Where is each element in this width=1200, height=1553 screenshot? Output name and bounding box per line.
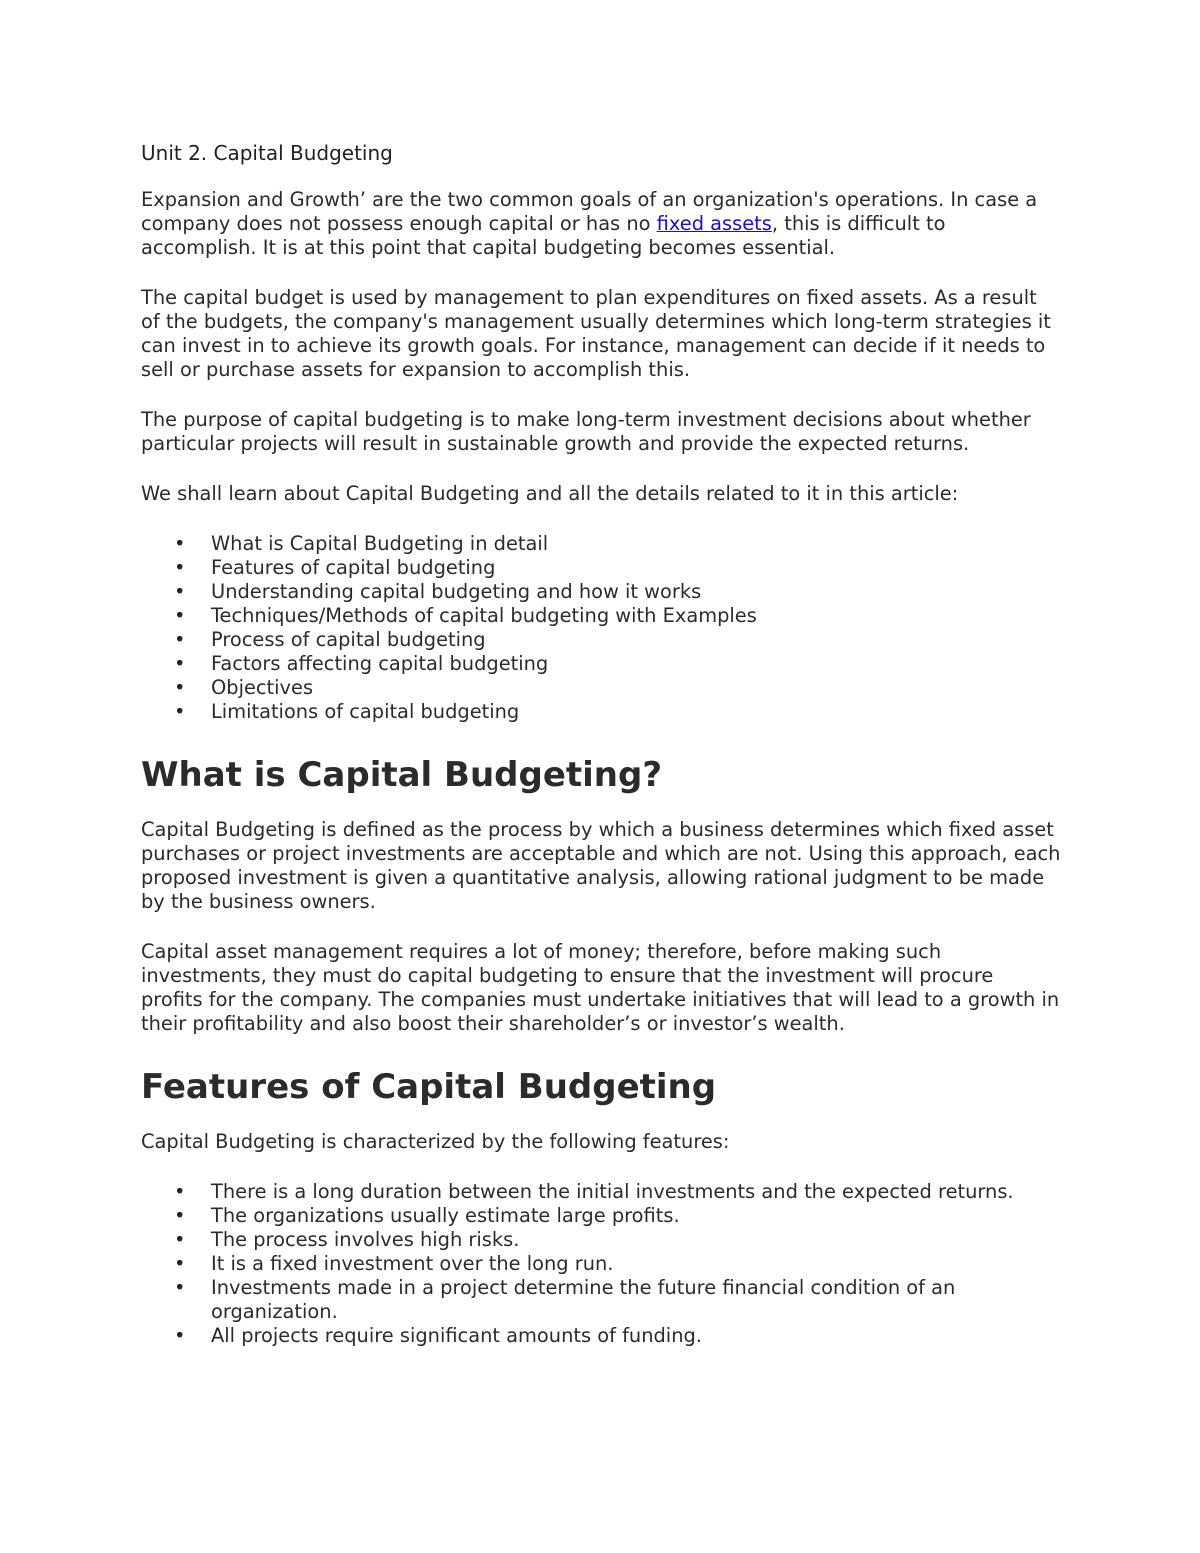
list-item: • Process of capital budgeting	[211, 628, 1061, 652]
list-item: • Objectives	[211, 676, 1061, 700]
section2-intro: Capital Budgeting is characterized by the following features:	[141, 1130, 730, 1153]
intro-paragraph-2: The capital budget is used by management to plan expenditures on fixed assets. As a result of the budgets, the company's management usually determines which long-term strategies it can invest in to achieve its growth goals. For instance, management can decide if it needs to sell or purchase assets for expansion to accomplish this.	[141, 286, 1051, 381]
intro-paragraph-4: We shall learn about Capital Budgeting and all the details related to it in this article:	[141, 482, 959, 505]
fixed-assets-link[interactable]: fixed assets	[656, 212, 772, 235]
features-list	[141, 1180, 1061, 1348]
section1-paragraph-2: Capital asset management requires a lot of money; therefore, before making such investments, they must do capital budgeting to ensure that the investment will procure profits for the company. The companies must undertake initiatives that will lead to a growth in their profitability and also boost their shareholder’s or investor’s wealth.	[141, 940, 1060, 1035]
document-page	[141, 138, 1061, 1348]
list-item: • Features of capital budgeting	[211, 556, 1061, 580]
intro-paragraph-1	[141, 188, 1061, 260]
list-item: • There is a long duration between the initial investments and the expected returns.	[211, 1180, 1061, 1204]
intro-p1-text-after: , this is difficult to accomplish. It is at this point that capital budgeting becomes essential.	[141, 212, 946, 259]
section-heading-features: Features of Capital Budgeting	[141, 1067, 717, 1107]
section-heading-what-is: What is Capital Budgeting?	[141, 755, 663, 795]
section1-paragraph-1: Capital Budgeting is defined as the process by which a business determines which fixed asset purchases or project investments are acceptable and which are not. Using this approach, each proposed investment is given a quantitative analysis, allowing rational judgment to be made by the business owners.	[141, 818, 1061, 913]
intro-paragraph-3: The purpose of capital budgeting is to make long-term investment decisions about whether particular projects will result in sustainable growth and provide the expected returns.	[141, 408, 1031, 455]
contents-list	[141, 532, 1061, 724]
list-item: • Investments made in a project determine the future financial condition of an organization.	[211, 1276, 1061, 1324]
list-item: • What is Capital Budgeting in detail	[211, 532, 1061, 556]
intro-p1-text-before: Expansion and Growth’ are the two common goals of an organization's operations. In case a company does not possess enough capital or has no	[141, 188, 1038, 235]
list-item: • Techniques/Methods of capital budgeting with Examples	[211, 604, 1061, 628]
list-item: • The organizations usually estimate large profits.	[211, 1204, 1061, 1228]
list-item: • Limitations of capital budgeting	[211, 700, 1061, 724]
list-item: • All projects require significant amounts of funding.	[211, 1324, 1061, 1348]
list-item: • The process involves high risks.	[211, 1228, 1061, 1252]
list-item: • Understanding capital budgeting and how it works	[211, 580, 1061, 604]
list-item: • Factors affecting capital budgeting	[211, 652, 1061, 676]
list-item: • It is a fixed investment over the long run.	[211, 1252, 1061, 1276]
unit-title: Unit 2. Capital Budgeting	[141, 141, 393, 165]
